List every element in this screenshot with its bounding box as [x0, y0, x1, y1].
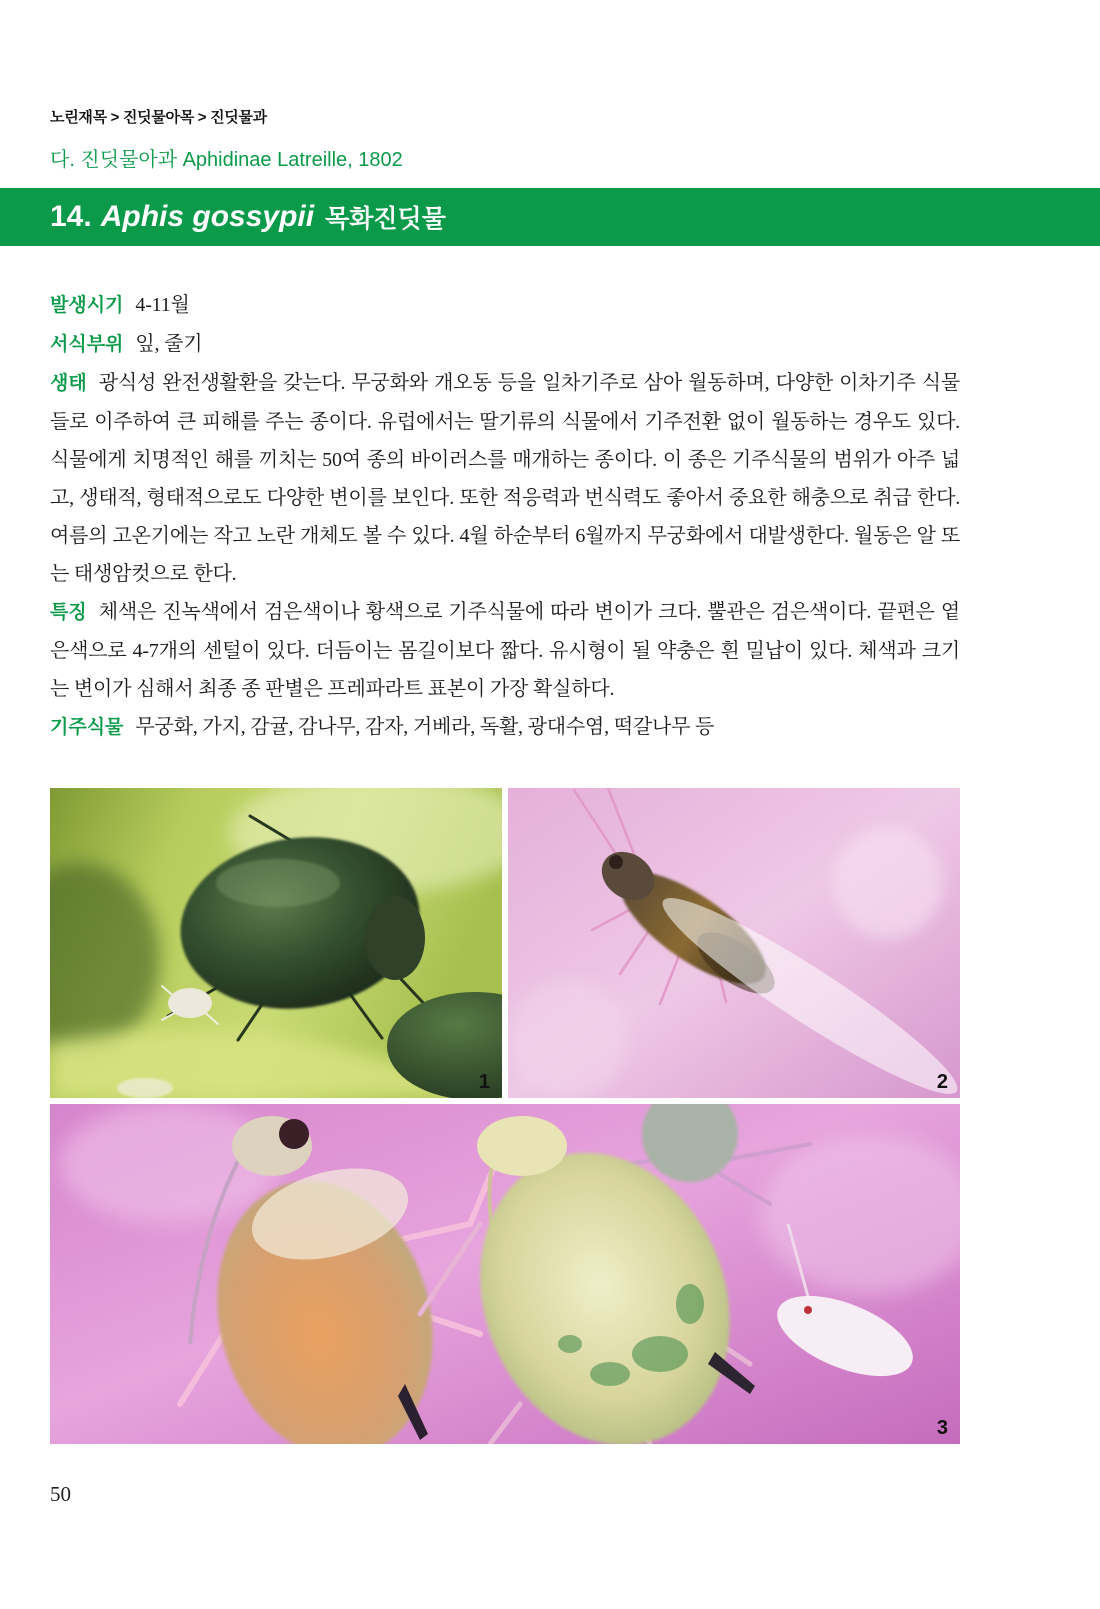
- species-number: 14.: [50, 200, 92, 233]
- species-title-banner: [0, 188, 1100, 246]
- species-korean-name: 목화진딧물: [325, 205, 446, 233]
- section-label: 특징: [50, 602, 87, 623]
- photo-grid: [50, 788, 960, 1444]
- species-description: [50, 286, 960, 1444]
- section-characteristics: [50, 593, 960, 708]
- petal-highlight: [508, 978, 628, 1098]
- species-scientific-name: Aphis gossypii: [100, 200, 315, 233]
- petal-highlight: [833, 828, 943, 938]
- section-label: 발생시기: [50, 295, 124, 316]
- photo-1-image: [50, 788, 502, 1098]
- center-aphid-head: [477, 1116, 567, 1176]
- photo-2-image: [508, 788, 960, 1098]
- small-aphid-eye: [804, 1306, 812, 1314]
- aphid-eye: [609, 855, 623, 869]
- section-text: 무궁화, 가지, 감귤, 감나무, 감자, 거베라, 독활, 광대수염, 떡갈나무 등: [135, 716, 715, 738]
- section-text: 4-11월: [135, 294, 190, 316]
- section-text: 체색은 진녹색에서 검은색이나 황색으로 기주식물에 따라 변이가 크다. 뿔관은 검은색이다. 끝편은 옅은색으로 4-7개의 센털이 있다. 더듬이는 몸길이보다 짧다. 유시형이 될 약충은 흰 밀납이 있다. 체색과 크기는 변이가 심해서 최종 종 판별은 프레파라트 표본이 가장 확실하다.: [50, 601, 960, 700]
- photo-number-2: 2: [936, 1071, 948, 1093]
- section-text: 광식성 완전생활환을 갖는다. 무궁화와 개오동 등을 일차기주로 삼아 월동하며, 다양한 이차기주 식물들로 이주하여 큰 피해를 주는 종이다. 유럽에서는 딸기류의 식물에서 기주전환 없이 월동하는 경우도 있다. 식물에게 치명적인 해를 끼치는 50여 종의 바이러스를 매개하는 종이다. 이 종은 기주식물의 범위가 아주 넓고, 생태적, 형태적으로도 다양한 변이를 보인다. 또한 적응력과 번식력도 좋아서 중요한 해충으로 취급 한다. 여름의 고온기에는 작고 노란 개체도 볼 수 있다. 4월 하순부터 6월까지 무궁화에서 대발생한다. 월동은 알 또는 태생암컷으로 한다.: [50, 372, 960, 585]
- left-aphid-eye: [279, 1119, 309, 1149]
- section-text: 잎, 줄기: [135, 333, 203, 355]
- section-host-plants: [50, 708, 960, 747]
- photo-3-image: [50, 1104, 960, 1444]
- section-label: 기주식물: [50, 717, 124, 738]
- photo-2: [508, 788, 960, 1098]
- section-label: 서식부위: [50, 334, 124, 355]
- white-nymph: [168, 988, 212, 1018]
- photo-number-1: 1: [478, 1071, 490, 1093]
- photo-3: [50, 1104, 960, 1444]
- body-highlight: [216, 859, 340, 907]
- photo-number-3: 3: [936, 1417, 948, 1439]
- section-label: 생태: [50, 373, 87, 394]
- page-number: 50: [50, 1482, 71, 1506]
- section-ecology: [50, 364, 960, 593]
- photo-1: [50, 788, 502, 1098]
- subfamily-heading: 다. 진딧물아과 Aphidinae Latreille, 1802: [50, 149, 403, 171]
- breadcrumb: 노린재목 > 진딧물아목 > 진딧물과: [50, 109, 267, 126]
- aphid-abdomen-tip: [365, 896, 425, 980]
- section-occurrence-period: [50, 286, 960, 325]
- section-habitat: [50, 325, 960, 364]
- white-wax-debris: [117, 1078, 173, 1098]
